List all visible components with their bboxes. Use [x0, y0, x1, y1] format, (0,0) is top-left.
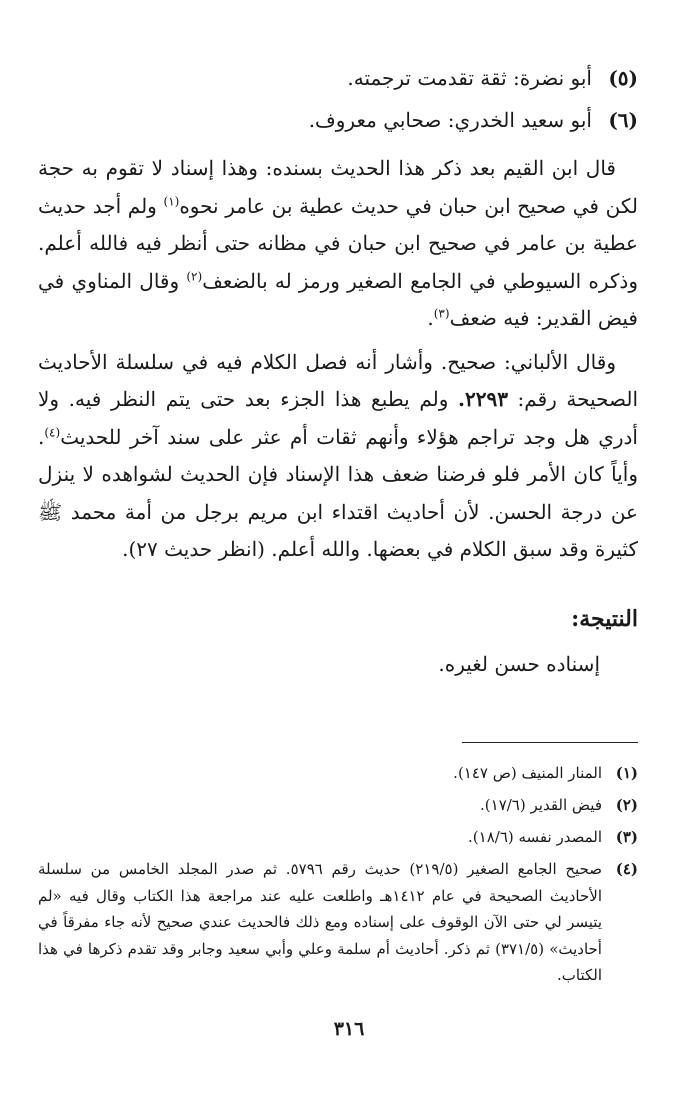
narrator-text: أبو سعيد الخدري: صحابي معروف. — [308, 108, 592, 132]
hadith-number: ٢٢٩٣. — [458, 387, 508, 411]
paragraph-text: . وأياً كان الأمر فلو فرضنا ضعف هذا الإسناد فإن الحديث لشواهده لا ينزل عن درجة الحسن. لأن أحاديث اقتداء ابن مريم برجل من أمة محمد ﷺ كثيرة وقد سبق الكلام في بعضها. والله أعلم. (انظر حديث ٢٧). — [38, 424, 638, 561]
footnote-reference[interactable]: (٢) — [186, 268, 203, 283]
footnote-reference[interactable]: (٣) — [433, 306, 450, 321]
page-body — [38, 62, 638, 681]
footnote-reference[interactable]: (٤) — [44, 424, 61, 439]
narrator-entry — [38, 62, 638, 94]
footnote-item — [38, 856, 638, 989]
narrator-text: أبو نضرة: ثقة تقدمت ترجمته. — [347, 66, 592, 90]
paragraph-text: . — [427, 306, 434, 330]
footnote-number: (١) — [615, 764, 638, 782]
footnote-text: فيض القدير (١٧/٦). — [480, 796, 602, 814]
footnote-text: صحيح الجامع الصغير (٢١٩/٥) حديث رقم ٥٧٩٦. ثم صدر المجلد الخامس من سلسلة الأحاديث الصحيحة في عام ١٤١٢هـ واطلعت عليه عند مراجعة هذا الكتاب وقال فيه «لم يتيسر لي حتى الآن الوقوف على إسناده ومع ذلك فالحديث عندي صحيح لأنه جاء مفرقاً في أحاديث» (٣٧١/٥) ثم ذكر. أحاديث أم سلمة وعلي وأبي سعيد وجابر وقد تقدم ذكرها في هذا الكتاب. — [38, 860, 602, 984]
albani-paragraph — [38, 344, 638, 569]
footnote-number: (٢) — [615, 796, 638, 814]
footnote-item — [38, 824, 638, 851]
narrator-number: (٥) — [608, 66, 638, 90]
paragraph-text: ولم يطبع هذا الجزء بعد حتى يتم النظر فيه. ولا أدري هل وجد تراجم هؤلاء وأنهم ثقات أم عثر على سند آخر للحديث — [38, 387, 638, 449]
page-number: ٣١٦ — [333, 1018, 365, 1040]
ibn-qayyim-paragraph — [38, 150, 638, 338]
paragraph-text: ولم أجد حديث عطية بن عامر في صحيح ابن حبان في مظانه حتى أنظر فيه فالله أعلم. وذكره السيوطي في الجامع الصغير ورمز له بالضعف — [38, 193, 638, 293]
footnote-number: (٤) — [615, 860, 638, 878]
paragraph-text: وقال المناوي في فيض القدير: فيه ضعف — [38, 268, 638, 330]
paragraph-text: قال ابن القيم بعد ذكر هذا الحديث بسنده: وهذا إسناد لا تقوم به حجة لكن في صحيح ابن حبان في حديث عطية بن عامر نحوه — [38, 156, 639, 218]
footnotes — [38, 760, 638, 994]
result-text: إسناده حسن لغيره. — [438, 651, 600, 676]
result-heading: النتيجة: — [571, 605, 638, 632]
footnote-text: المصدر نفسه (١٨/٦). — [468, 828, 602, 846]
footnote-text: المنار المنيف (ص ١٤٧). — [453, 764, 602, 782]
footnote-number: (٣) — [615, 828, 638, 846]
footnote-divider — [462, 742, 638, 743]
footnote-reference[interactable]: (١) — [163, 193, 180, 208]
paragraph-text: وقال الألباني: صحيح. وأشار أنه فصل الكلام فيه في سلسلة الأحاديث الصحيحة رقم: — [38, 349, 638, 411]
narrator-number: (٦) — [608, 108, 638, 132]
narrator-entry — [38, 104, 638, 136]
footnote-item — [38, 792, 638, 819]
footnote-item — [38, 760, 638, 787]
